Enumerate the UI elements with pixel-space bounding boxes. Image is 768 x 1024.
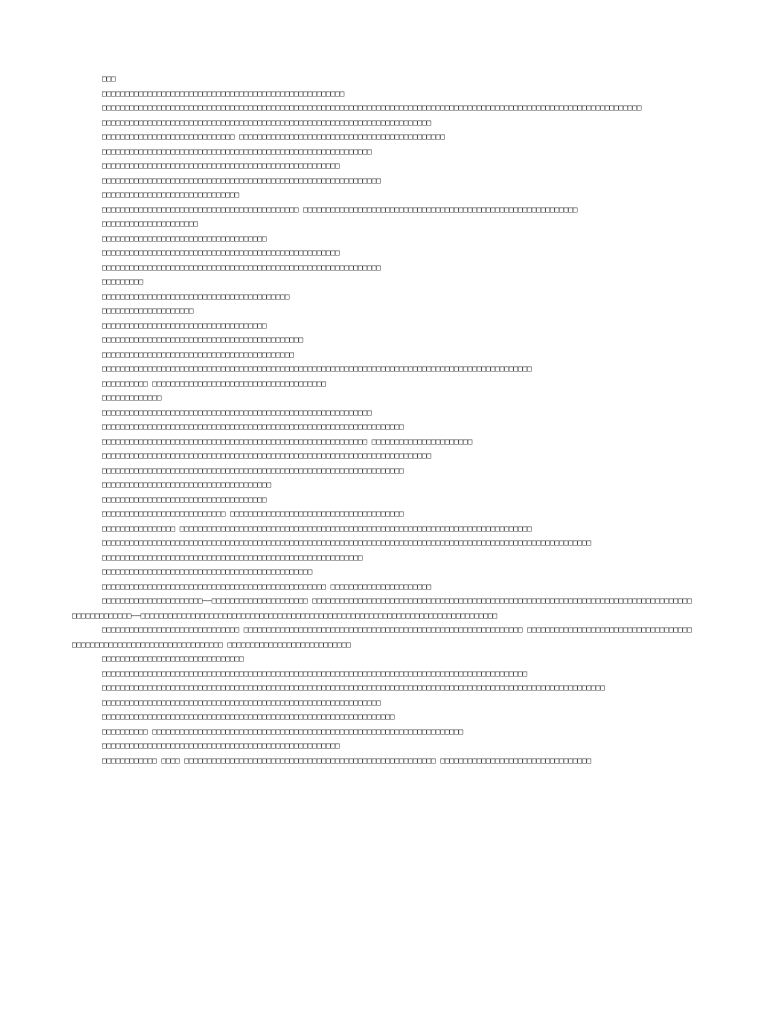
paragraph: □□□□□□□□□□□□□□□□□□□□: [102, 306, 194, 315]
paragraph: □□□□□□□□□□□□□□□□□□□□□□□□□□□□□□□□□□□□□□□□□□□□□□□□□□□□□□□□□□□□□□□□□□: [102, 465, 404, 475]
paragraph: □□□□□□□□□□□□□□□□□□□□□□□□□□□□□□□□□□□□□□□□□□□□□□□□□□□□□□□□□□□□□: [102, 697, 381, 707]
paragraph: □□□□□□□□□□□□□□□□□□□□□□□□□□□□□□□□□□□□□□□□□□□□□□□□□□□□□: [102, 88, 345, 98]
paragraph: □□□□□□□□□□□□□□□□□□□□□□□□□□□□□□□□□□□□□□□□□□□□□□□□□□□□: [102, 741, 340, 750]
paragraph: □□□□□□□□□□□□□□□□□□□□□□□□□□□□□ □□□□□□□□□□□□□□□□□□□□□□□□□□□□□□□□□□□□□□□□□□□□□: [102, 132, 445, 141]
paragraph: □□□□□□□□□□□□□□□□□□□□□□□□□□□□□□□□□□□□□□□□□□□□□□: [102, 567, 313, 576]
paragraph: □□□□□□□□□□□□□□□□□□□□□□□□□□□□□□□□□□□□: [102, 494, 267, 504]
paragraph: □□□□□□□□□□ □□□□□□□□□□□□□□□□□□□□□□□□□□□□□□□□□□□□□□□□□□□□□□□□□□□□□□□□□□□□□□□□□□□□: [102, 726, 464, 736]
paragraph: □□□□□□□□□□□□□□□□□□□□□□□□□□□□□□□□□□□□□□□□□□□□□□□□□□□□□□□□□□□□□□□□□□□□□□□□□□□□□□□□□□□□□□□□□□□□□□□□□□□□□□□□□□□□□□: [102, 683, 605, 692]
paragraph: □□□□□□□□□□□□□□□□□□□□□□□□□□□□□□□□□□□□□□□□□□□□□□□□□□□□□□□□□: [102, 552, 363, 562]
paragraph: □□□□□□□□□□□□□□□□□□□□□□□□□□□□□□ □□□□□□□□□□□□□□□□□□□□□□□□□□□□□□□□□□□□□□□□□□□□□□□□□□□□□□□□□□□□□ □□□□□□□□□□□□□□□□□□□□□□□□□□□□□□□□□□□□□□□□□□□□□□□□□□□□□□□□□□□□□□□□□□□□□ □□□□□□□□□□□□□□□□□□□□□□□□□□□: [72, 625, 692, 649]
paragraph: □□□□□□□□□□□□□□□□ □□□□□□□□□□□□□□□□□□□□□□□□□□□□□□□□□□□□□□□□□□□□□□□□□□□□□□□□□□□□□□□□□□□□□□□□□□□□□: [102, 523, 532, 533]
paragraph: □□□□□□□□□□□□□□□□□□□□□□□□□□□□□□□□□□□□□□□□□□□□□□□□□□□□□□□□□□□□□□□□□□: [102, 422, 404, 431]
paragraph: □□□□□□□□□□□□□□□□□□□□□□□□□□□□□□□□□□□□□□□□□□□□□□□□□□□□□□□□□□□: [102, 407, 372, 417]
paragraph: □□□□□□□□□□□□□□□□□□□□□□□□□□□□□□□□□□□□: [102, 233, 267, 243]
paragraph: □□□□□□□□□□□□□□□□□□□□□□□□□□□□□□□□□□□□□□□□□□□□□□□□□□□□□□□□□□□□□□□□□□□□□□□□□□□□□□□□□□□□□□□□□□□□□□□□□□□□□□□□□□□: [102, 538, 592, 547]
paragraph: □□□□□□□□□□□□□□□□□□□□□□□□□□□□□□□□□□□□□: [102, 480, 272, 489]
paragraph: □□□□□□□□□□□□□□□□□□□□□□□□□□□□□□□□□□□□□□□□□□□□□□□□□□□□□□□□□□□□□□□□□□□□□□□□: [102, 117, 432, 127]
paragraph: □□□□□□□□□□□□□□□□□□□□□□□□□□□□□□□□□□□□□□□□□□□□□□□□□□□□□□□□□□□□□□□□□□□□□□□□□□□□□□□□□□□□□□□□□□□□□: [102, 668, 528, 678]
document-page: [72, 72, 696, 768]
paragraph: □□□□□□□□□□□□□□□□□□□□□□□□□□□□□□□□□□□□□□□□□□□□□□□□□□□□: [102, 161, 340, 170]
paragraph: □□□□□□□□□□□□□□□□□□□□□□□□□□□□□□□□□□□□□□□□□□□□□□□□□□□□: [102, 248, 340, 257]
paragraph: □□□□□□□□□□ □□□□□□□□□□□□□□□□□□□□□□□□□□□□□□□□□□□□□□: [102, 378, 327, 388]
paragraph: □□□□□□□□□□□□□□□□□□□□□□□□□□□□□□□□□□□□□□□□□□□□□□□□□ □□□□□□□□□□□□□□□□□□□□□□: [102, 581, 432, 591]
paragraph: □□□□□□□□□□□□□□□□□□□□□: [102, 219, 199, 228]
paragraph: □□□□□□□□□□□□□□□□□□□□□□□□□□□□□□□□□□□□□□□□□□□□□□□□□□□□□□□□□□□: [102, 146, 372, 156]
paragraph: □□□□□□□□□: [102, 277, 144, 286]
paragraph: □□□: [102, 74, 116, 83]
paragraph: □□□□□□□□□□□□□□□□□□□□□□□□□□□□□□□□□□□□□□□□□□□□: [102, 335, 304, 344]
paragraph: □□□□□□□□□□□□□□□□□□□□□□□□□□□□□□□□□□□□□□□□□□□□□□□□□□□□□□□□□□□□□□□□□□□□□□□□□□□□□□□□□□□□□□□□□□□□□□: [102, 364, 532, 373]
paragraph: □□□□□□□□□□□□□□□□□□□□□□□□□□□□□□: [102, 190, 240, 199]
paragraph: □□□□□□□□□□□□□□□□□□□□□□□□□□□□□□□□□□□□□□□□□: [102, 291, 290, 301]
paragraph: □□□□□□□□□□□□□□□□□□□□□□——□□□□□□□□□□□□□□□□□□□□□ □□□□□□□□□□□□□□□□□□□□□□□□□□□□□□□□□□□□□□□□□□□□□□□□□□□□□□□□□□□□□□□□□□□□□□□□□□□□□□□□□□□□□□□□□□□□□□□□——□□□□□□□□□□□□□□□□□□□□□□□□□□□□□□□□□□□□□□□□□□□□□□□□□□□□□□□□□□□□□□□□□□□□□□□□□□□□□□: [72, 596, 692, 620]
paragraph: □□□□□□□□□□□□□□□□□□□□□□□□□□□□□□□□□□□□□□□□□□□□□□□□□□□□□□□□□□□□□□□□: [102, 712, 395, 721]
paragraph: □□□□□□□□□□□□□□□□□□□□□□□□□□□□□□□□□□□□□□□□□□□□□□□□□□□□□□□□□□□□□□□□□□□□□□□□: [102, 451, 432, 460]
paragraph: □□□□□□□□□□□□□□□□□□□□□□□□□□□□□□□□□□□□□□□□□□□□□□□□□□□□□□□□□□ □□□□□□□□□□□□□□□□□□□□□□: [102, 436, 473, 446]
paragraph: □□□□□□□□□□□□□□□□□□□□□□□□□□□□□□□□□□□□□□□□□□□□□□□□□□□□□□□□□□□□□: [102, 262, 381, 272]
paragraph: □□□□□□□□□□□□ □□□□ □□□□□□□□□□□□□□□□□□□□□□□□□□□□□□□□□□□□□□□□□□□□□□□□□□□□□□□ □□□□□□□□□□□□□□□□□□□□□□□□□□□□□□□□□: [102, 755, 592, 765]
paragraph: □□□□□□□□□□□□□□□□□□□□□□□□□□□□□□□: [102, 654, 244, 663]
paragraph: □□□□□□□□□□□□□□□□□□□□□□□□□□□□□□□□□□□□□□□□□□: [102, 349, 295, 359]
paragraph: □□□□□□□□□□□□□□□□□□□□□□□□□□□□□□□□□□□□□□□□□□□□□□□□□□□□□□□□□□□□□□□□□□□□□□□□□□□□□□□□□□□□□□□□□□□□□□□□□□□□□□□□□□□□□□□□□□□□□□: [102, 103, 642, 112]
paragraph: □□□□□□□□□□□□□□□□□□□□□□□□□□□ □□□□□□□□□□□□□□□□□□□□□□□□□□□□□□□□□□□□□□: [102, 509, 404, 518]
paragraph: □□□□□□□□□□□□□: [102, 393, 162, 402]
paragraph: □□□□□□□□□□□□□□□□□□□□□□□□□□□□□□□□□□□□□□□□□□□ □□□□□□□□□□□□□□□□□□□□□□□□□□□□□□□□□□□□□□□□□□□□□□□□□□□□□□□□□□□□: [102, 204, 578, 214]
paragraph: □□□□□□□□□□□□□□□□□□□□□□□□□□□□□□□□□□□□: [102, 320, 267, 330]
paragraph: □□□□□□□□□□□□□□□□□□□□□□□□□□□□□□□□□□□□□□□□□□□□□□□□□□□□□□□□□□□□□: [102, 175, 381, 185]
